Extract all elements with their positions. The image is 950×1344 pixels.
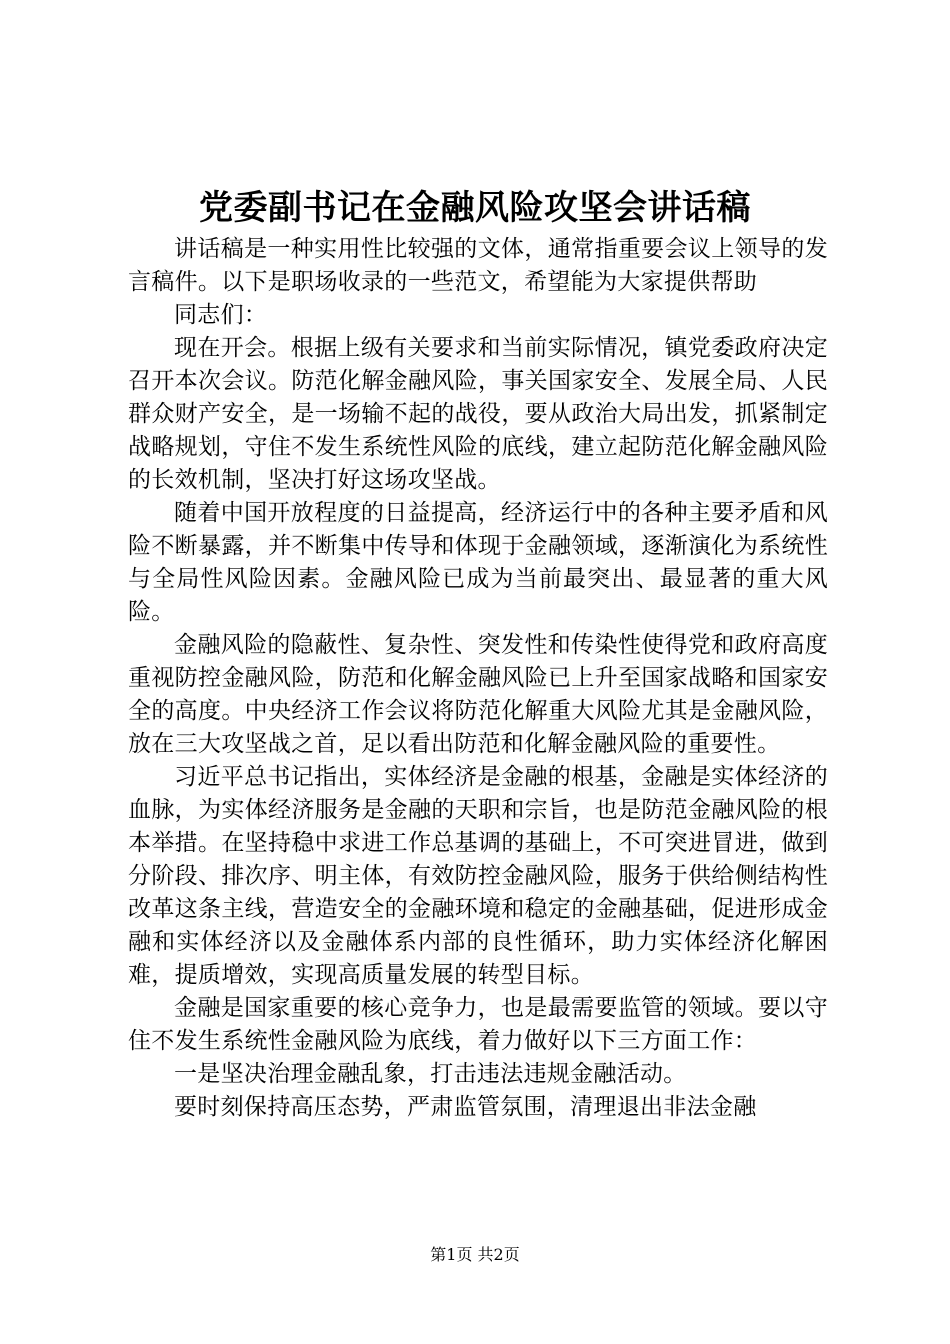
page-number-footer: 第1页 共2页 — [430, 1245, 520, 1264]
paragraph-task-one: 一是坚决治理金融乱象，打击违法违规金融活动。 — [174, 1061, 687, 1087]
paragraph-task-one-detail: 要时刻保持高压态势，严肃监管氛围，清理退出非法金融 — [174, 1094, 757, 1120]
paragraph-guidance: 习近平总书记指出，实体经济是金融的根基，金融是实体经济的血脉，为实体经济服务是金融的天职和宗旨，也是防范金融风险的根本举措。在坚持稳中求进工作总基调的基础上，不可突进冒进，做到分阶段、排次序、明主体，有效防控金融风险，服务于供给侧结构性改革这条主线，营造安全的金融环境和稳定的金融基础，促进形成金融和实体经济以及金融体系内部的良性循环，助力实体经济化解困难，提质增效，实现高质量发展的转型目标。 — [128, 764, 828, 988]
paragraph-opening: 现在开会。根据上级有关要求和当前实际情况，镇党委政府决定召开本次会议。防范化解金融风险，事关国家安全、发展全局、人民群众财产安全，是一场输不起的战役，要从政治大局出发，抓紧制定战略规划，守住不发生系统性风险的底线，建立起防范化解金融风险的长效机制，坚决打好这场攻坚战。 — [128, 335, 828, 493]
paragraph-background: 随着中国开放程度的日益提高，经济运行中的各种主要矛盾和风险不断暴露，并不断集中传导和体现于金融领域，逐渐演化为系统性与全局性风险因素。金融风险已成为当前最突出、最显著的重大风险。 — [128, 500, 828, 625]
document-title: 党委副书记在金融风险攻坚会讲话稿 — [199, 188, 751, 228]
paragraph-tasks: 金融是国家重要的核心竞争力，也是最需要监管的领域。要以守住不发生系统性金融风险为底线，着力做好以下三方面工作： — [128, 995, 828, 1054]
document-body — [128, 233, 828, 1124]
paragraph-salutation: 同志们： — [174, 302, 268, 328]
paragraph-risk-nature: 金融风险的隐蔽性、复杂性、突发性和传染性使得党和政府高度重视防控金融风险，防范和化解金融风险已上升至国家战略和国家安全的高度。中央经济工作会议将防范化解重大风险尤其是金融风险，放在三大攻坚战之首，足以看出防范和化解金融风险的重要性。 — [128, 632, 828, 757]
paragraph-intro: 讲话稿是一种实用性比较强的文体，通常指重要会议上领导的发言稿件。以下是职场收录的一些范文，希望能为大家提供帮助 — [128, 236, 828, 295]
